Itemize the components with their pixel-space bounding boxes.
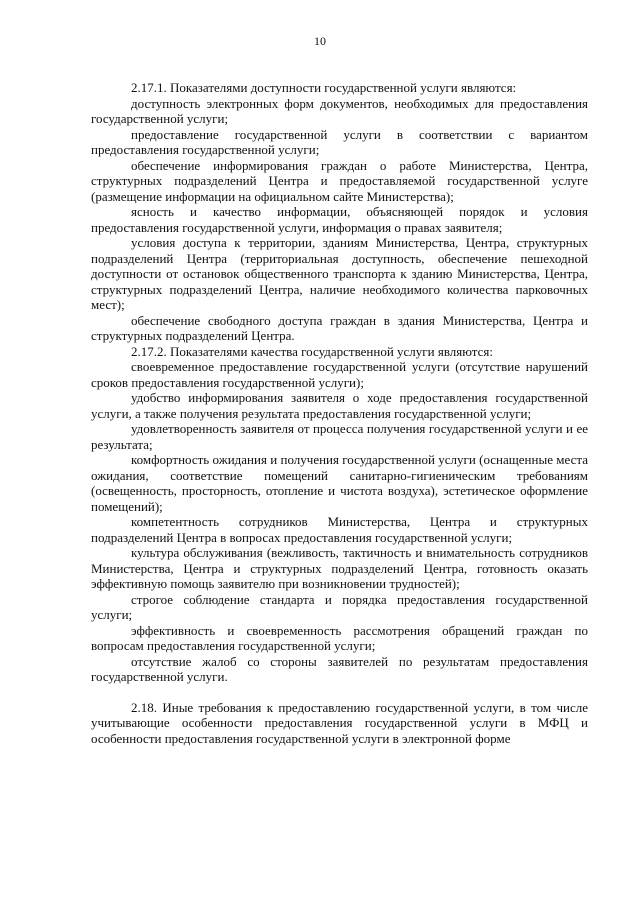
accessibility-item-clarity: ясность и качество информации, объясняющей порядок и условия предоставления государственной услуги, информация о правах заявителя; bbox=[91, 204, 588, 235]
accessibility-item-informing: обеспечение информирования граждан о работе Министерства, Центра, структурных подразделений Центра и предоставляемой государственной услуге (размещение информации на официальном сайте Министерства); bbox=[91, 157, 588, 204]
quality-item-comfort: комфортность ожидания и получения государственной услуги (оснащенные места ожидания, соответствие помещений санитарно-гигиеническим требованиям (освещенность, просторность, отопление и чистота воздуха), эстетическое оформление помещений); bbox=[91, 452, 588, 514]
quality-item-timeliness: своевременное предоставление государственной услуги (отсутствие нарушений сроков предоставления государственной услуги); bbox=[91, 359, 588, 390]
quality-item-competence: компетентность сотрудников Министерства, Центра и структурных подразделений Центра в вопросах предоставления государственной услуги; bbox=[91, 514, 588, 545]
quality-item-informing-convenience: удобство информирования заявителя о ходе предоставления государственной услуги, а также получения результата предоставления государственной услуги; bbox=[91, 390, 588, 421]
section-2-17-1-heading: 2.17.1. Показателями доступности государственной услуги являются: bbox=[131, 80, 517, 95]
accessibility-item-free-access: обеспечение свободного доступа граждан в здания Министерства, Центра и структурных подразделений Центра. bbox=[91, 312, 588, 343]
quality-item-satisfaction: удовлетворенность заявителя от процесса получения государственной услуги и ее результата; bbox=[91, 421, 588, 452]
accessibility-item-access-conditions: условия доступа к территории, зданиям Министерства, Центра, структурных подразделений Центра (территориальная доступность, обеспечение пешеходной доступности от остановок общественного транспорта к зданию Министерства, Центра, структурных подразделений Центра, наличие необходимого количества парковочных мест); bbox=[91, 235, 588, 312]
quality-item-standard-compliance: строгое соблюдение стандарта и порядка предоставления государственной услуги; bbox=[91, 591, 588, 622]
quality-item-no-complaints: отсутствие жалоб со стороны заявителей по результатам предоставления государственной услуги. bbox=[91, 653, 588, 684]
section-2-18-heading: 2.18. Иные требования к предоставлению государственной услуги, в том числе учитывающие особенности предоставления государственной услуги в МФЦ и особенности предоставления государственной услуги в электронной форме bbox=[91, 699, 588, 746]
quality-item-service-culture: культура обслуживания (вежливость, тактичность и внимательность сотрудников Министерства, Центра и структурных подразделений Центра, готовность оказать эффективную помощь заявителю при возникновении трудностей); bbox=[91, 545, 588, 591]
accessibility-item-electronic-forms: доступность электронных форм документов, необходимых для предоставления государственной услуги; bbox=[91, 95, 588, 126]
document-body bbox=[91, 80, 588, 746]
quality-item-efficiency: эффективность и своевременность рассмотрения обращений граждан по вопросам предоставления государственной услуги; bbox=[91, 622, 588, 653]
page-number: 10 bbox=[314, 34, 326, 48]
accessibility-item-service-variant: предоставление государственной услуги в соответствии с вариантом предоставления государственной услуги; bbox=[91, 126, 588, 157]
section-2-17-2-heading: 2.17.2. Показателями качества государственной услуги являются: bbox=[131, 343, 493, 359]
